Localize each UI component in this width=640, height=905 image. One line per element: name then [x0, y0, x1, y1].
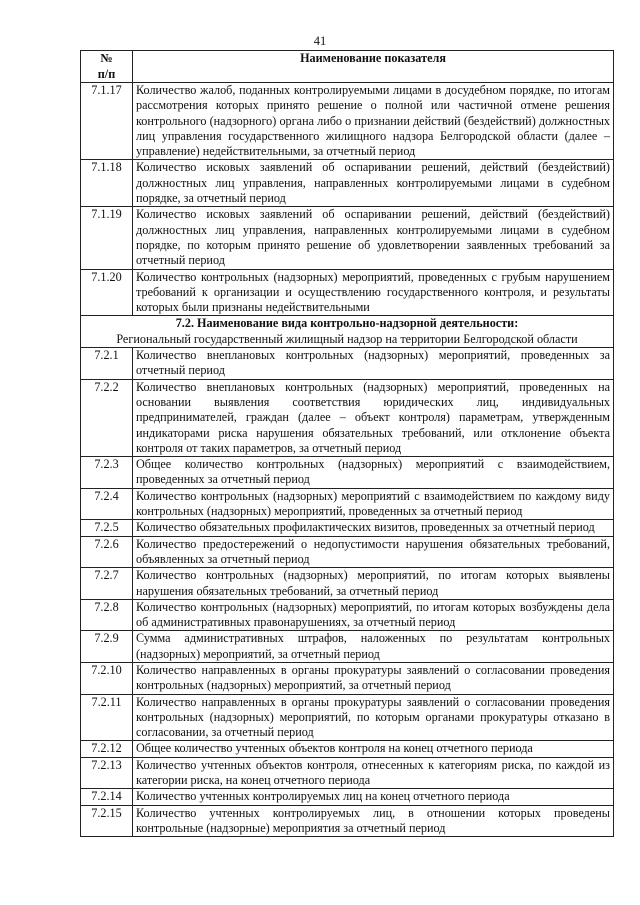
- row-indicator-text: Количество учтенных контролируемых лиц на конец отчетного периода: [133, 789, 614, 805]
- row-number: 7.1.18: [81, 160, 133, 207]
- table-body-b: [81, 348, 614, 837]
- row-indicator-text: Количество контрольных (надзорных) мероприятий с взаимодействием по каждому виду контрольных (надзорных) мероприятий, проведенных за отчетный период: [133, 488, 614, 520]
- table-row: [81, 457, 614, 489]
- row-indicator-text: Количество внеплановых контрольных (надзорных) мероприятий, проведенных за отчетный период: [133, 348, 614, 380]
- section-title: 7.2. Наименование вида контрольно-надзорной деятельности:: [175, 316, 519, 331]
- row-indicator-text: Количество жалоб, поданных контролируемыми лицами в досудебном порядке, по итогам рассмотрения которых принято решение о полной или частичной отмене решения контрольного (надзорного) органа либо о признании действий (бездействий) должностных лиц управления государственного жилищного надзора Белгородской области (далее – управление) недействительными, за отчетный период: [133, 83, 614, 160]
- header-num: № п/п: [81, 51, 133, 83]
- row-number: 7.2.12: [81, 741, 133, 757]
- section-block: [81, 316, 614, 348]
- row-indicator-text: Количество обязательных профилактических визитов, проведенных за отчетный период: [133, 520, 614, 536]
- table-row: [81, 757, 614, 789]
- table-row: [81, 741, 614, 757]
- table-row: [81, 160, 614, 207]
- row-number: 7.2.6: [81, 536, 133, 568]
- row-indicator-text: Количество учтенных контролируемых лиц, в отношении которых проведены контрольные (надзорные) мероприятия за отчетный период: [133, 805, 614, 837]
- row-number: 7.2.11: [81, 694, 133, 741]
- row-number: 7.2.3: [81, 457, 133, 489]
- row-number: 7.2.5: [81, 520, 133, 536]
- row-number: 7.2.7: [81, 568, 133, 600]
- row-number: 7.2.4: [81, 488, 133, 520]
- row-number: 7.2.1: [81, 348, 133, 380]
- row-indicator-text: Количество направленных в органы прокуратуры заявлений о согласовании проведения контрольных (надзорных) мероприятий, за отчетный период: [133, 662, 614, 694]
- table-row: [81, 269, 614, 316]
- row-indicator-text: Общее количество учтенных объектов контроля на конец отчетного периода: [133, 741, 614, 757]
- table-row: [81, 83, 614, 160]
- row-number: 7.2.10: [81, 662, 133, 694]
- row-number: 7.1.20: [81, 269, 133, 316]
- table-row: [81, 207, 614, 269]
- table-row: [81, 348, 614, 380]
- table-row: [81, 568, 614, 600]
- row-indicator-text: Количество контрольных (надзорных) мероприятий, проведенных с грубым нарушением требований к организации и осуществлению государственного контроля, и результаты которых были признаны недействительными: [133, 269, 614, 316]
- table-row: [81, 488, 614, 520]
- row-number: 7.2.8: [81, 599, 133, 631]
- table-row: [81, 520, 614, 536]
- row-indicator-text: Количество внеплановых контрольных (надзорных) мероприятий, проведенных на основании выявления соответствия юридических лиц, индивидуальных предпринимателей, граждан (далее – объект контроля) параметрам, утвержденным индикаторами риска нарушения обязательных требований, или отклонение объекта контроля от таких параметров, за отчетный период: [133, 379, 614, 456]
- page-number: 41: [313, 34, 327, 48]
- table-row: [81, 379, 614, 456]
- table-body-a: [81, 83, 614, 316]
- table-row: [81, 694, 614, 741]
- row-indicator-text: Количество контрольных (надзорных) мероприятий, по итогам которых выявлены нарушения обязательных требований, за отчетный период: [133, 568, 614, 600]
- row-indicator-text: Количество исковых заявлений об оспаривании решений, действий (бездействий) должностных лиц управления, направленных контролируемыми лицами в судебном порядке, за отчетный период: [133, 160, 614, 207]
- table-row: [81, 599, 614, 631]
- row-number: 7.2.14: [81, 789, 133, 805]
- table-row: [81, 631, 614, 663]
- row-indicator-text: Количество исковых заявлений об оспаривании решений, действий (бездействий) должностных лиц управления, направленных контролируемыми лицами в судебном порядке, по которым принято решение об удовлетворении заявленных требований за отчетный период: [133, 207, 614, 269]
- row-indicator-text: Количество направленных в органы прокуратуры заявлений о согласовании проведения контрольных (надзорных) мероприятий, по которым органами прокуратуры отказано в согласовании, за отчетный период: [133, 694, 614, 741]
- table-row: [81, 536, 614, 568]
- section-cell: [81, 316, 614, 348]
- table-row: [81, 805, 614, 837]
- header-name: Наименование показателя: [133, 51, 614, 83]
- section-row: [81, 316, 614, 348]
- row-number: 7.1.17: [81, 83, 133, 160]
- row-number: 7.2.13: [81, 757, 133, 789]
- table-header-row: [81, 51, 614, 83]
- section-subtitle: Региональный государственный жилищный надзор на территории Белгородской области: [116, 331, 578, 346]
- table-row: [81, 662, 614, 694]
- row-number: 7.2.2: [81, 379, 133, 456]
- row-indicator-text: Количество предостережений о недопустимости нарушения обязательных требований, объявленных за отчетный период: [133, 536, 614, 568]
- table-row: [81, 789, 614, 805]
- row-number: 7.2.15: [81, 805, 133, 837]
- row-number: 7.2.9: [81, 631, 133, 663]
- row-indicator-text: Общее количество контрольных (надзорных) мероприятий с взаимодействием, проведенных за отчетный период: [133, 457, 614, 489]
- row-indicator-text: Сумма административных штрафов, наложенных по результатам контрольных (надзорных) мероприятий, за отчетный период: [133, 631, 614, 663]
- row-indicator-text: Количество учтенных объектов контроля, отнесенных к категориям риска, по каждой из категории риска, на конец отчетного периода: [133, 757, 614, 789]
- indicators-table: [80, 50, 614, 837]
- row-indicator-text: Количество контрольных (надзорных) мероприятий, по итогам которых возбуждены дела об административных правонарушениях, за отчетный период: [133, 599, 614, 631]
- row-number: 7.1.19: [81, 207, 133, 269]
